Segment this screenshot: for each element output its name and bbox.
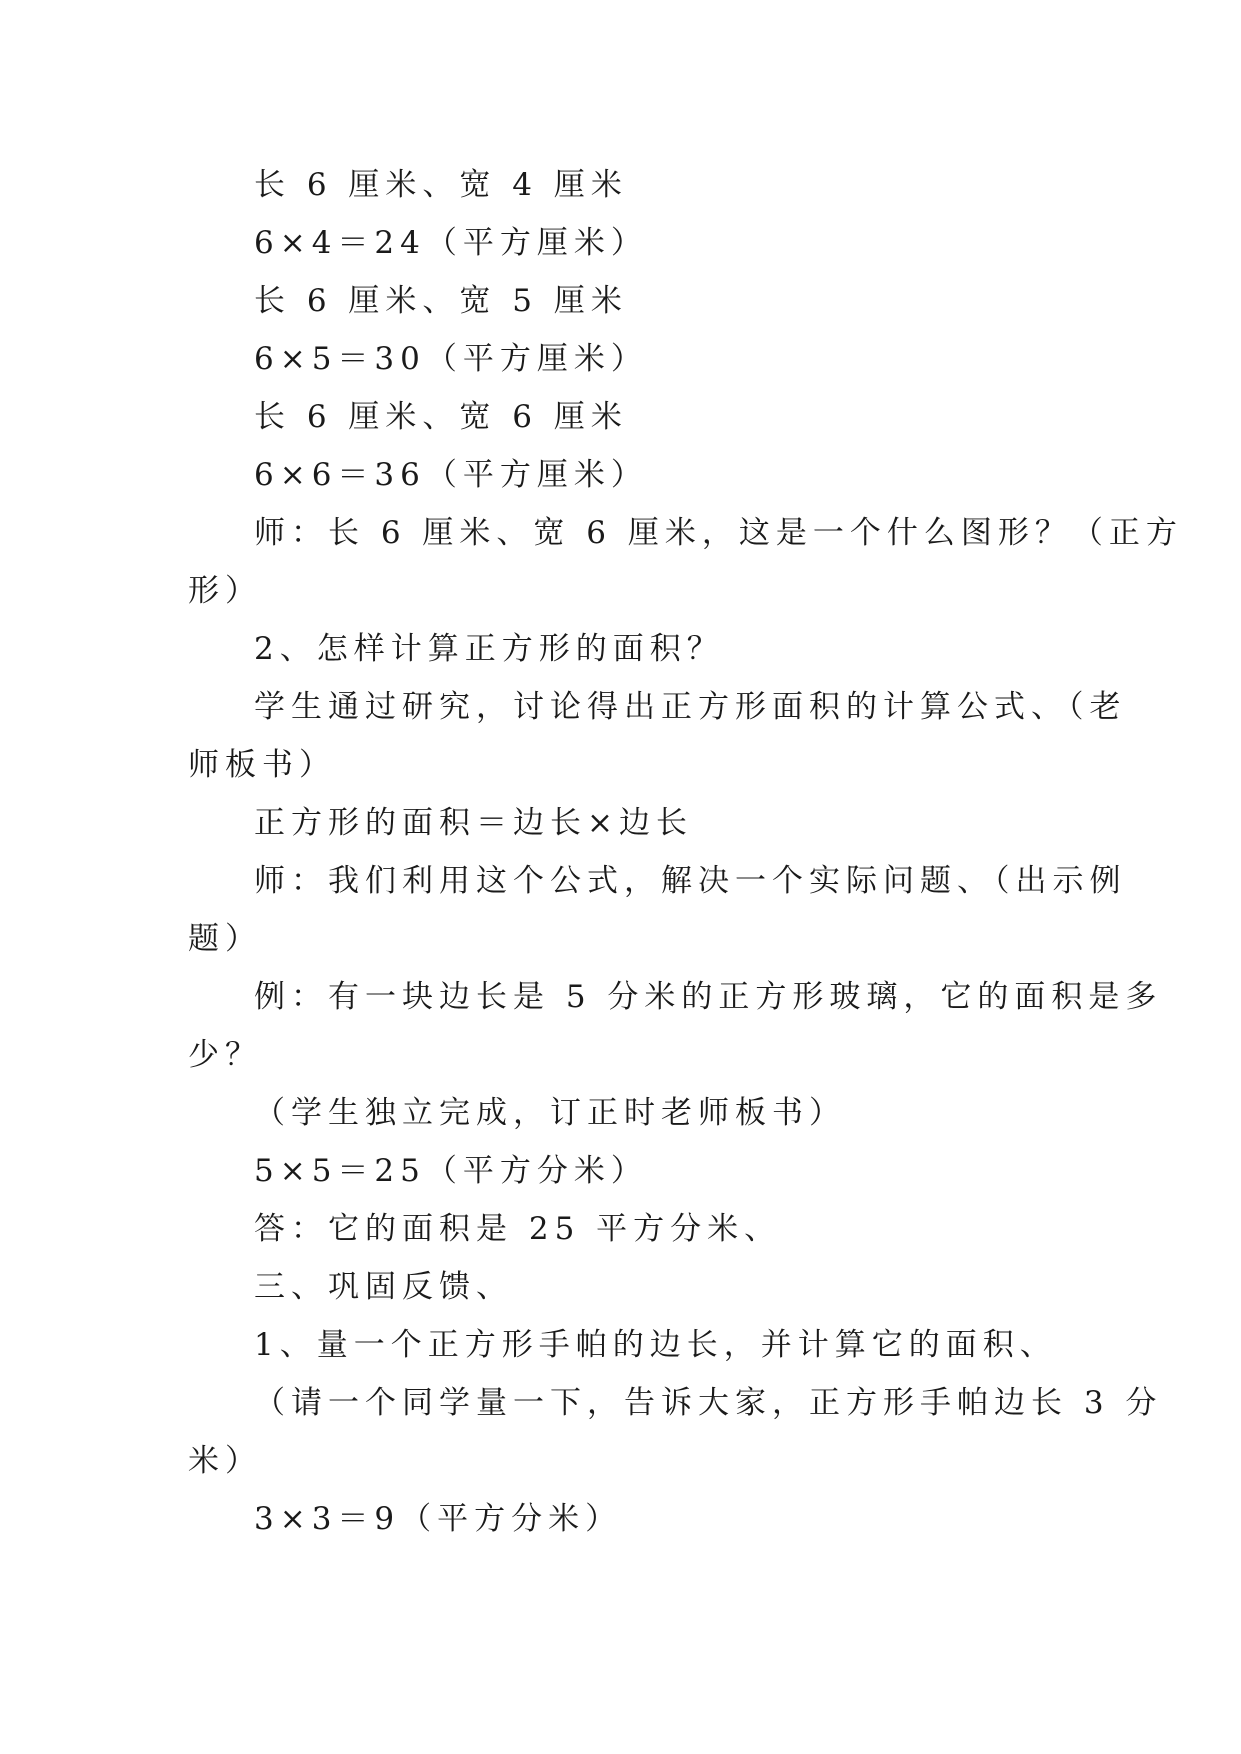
teacher-paragraph-line1: 师：我们利用这个公式，解决一个实际问题、（出示例 (254, 863, 1127, 899)
document-body (188, 156, 1183, 1548)
task-1: 1、量一个正方形手帕的边长，并计算它的面积、 (254, 1327, 1057, 1363)
text-line: 6×6＝36（平方厘米） (254, 457, 648, 493)
students-solve-note: （学生独立完成，订正时老师板书） (254, 1095, 846, 1131)
text-line: 6×5＝30（平方厘米） (254, 341, 648, 377)
calculation-2: 3×3＝9（平方分米） (254, 1501, 623, 1537)
answer: 答：它的面积是 25 平方分米、 (254, 1211, 782, 1247)
teacher-paragraph-line2: 题） (188, 921, 262, 957)
calculation: 5×5＝25（平方分米） (254, 1153, 648, 1189)
example-problem-line2: 少？ (188, 1037, 262, 1073)
task-1-note-line1: （请一个同学量一下，告诉大家，正方形手帕边长 3 分 (254, 1385, 1163, 1421)
text-line: 长 6 厘米、宽 6 厘米 (254, 399, 628, 435)
section-heading-2: 2、怎样计算正方形的面积？ (254, 631, 724, 667)
students-paragraph-line2: 师板书） (188, 747, 336, 783)
teacher-question-line2: 形） (188, 573, 262, 609)
area-formula: 正方形的面积＝边长×边长 (254, 805, 693, 841)
students-paragraph-line1: 学生通过研究，讨论得出正方形面积的计算公式、（老 (254, 689, 1127, 725)
section-heading-3: 三、巩固反馈、 (254, 1269, 513, 1305)
example-problem-line1: 例：有一块边长是 5 分米的正方形玻璃，它的面积是多 (254, 979, 1163, 1015)
task-1-note-line2: 米） (188, 1443, 262, 1479)
teacher-question-line1: 师：长 6 厘米、宽 6 厘米，这是一个什么图形？（正方 (254, 515, 1183, 551)
text-line: 6×4＝24（平方厘米） (254, 225, 648, 261)
text-line: 长 6 厘米、宽 4 厘米 (254, 167, 628, 203)
text-line: 长 6 厘米、宽 5 厘米 (254, 283, 628, 319)
